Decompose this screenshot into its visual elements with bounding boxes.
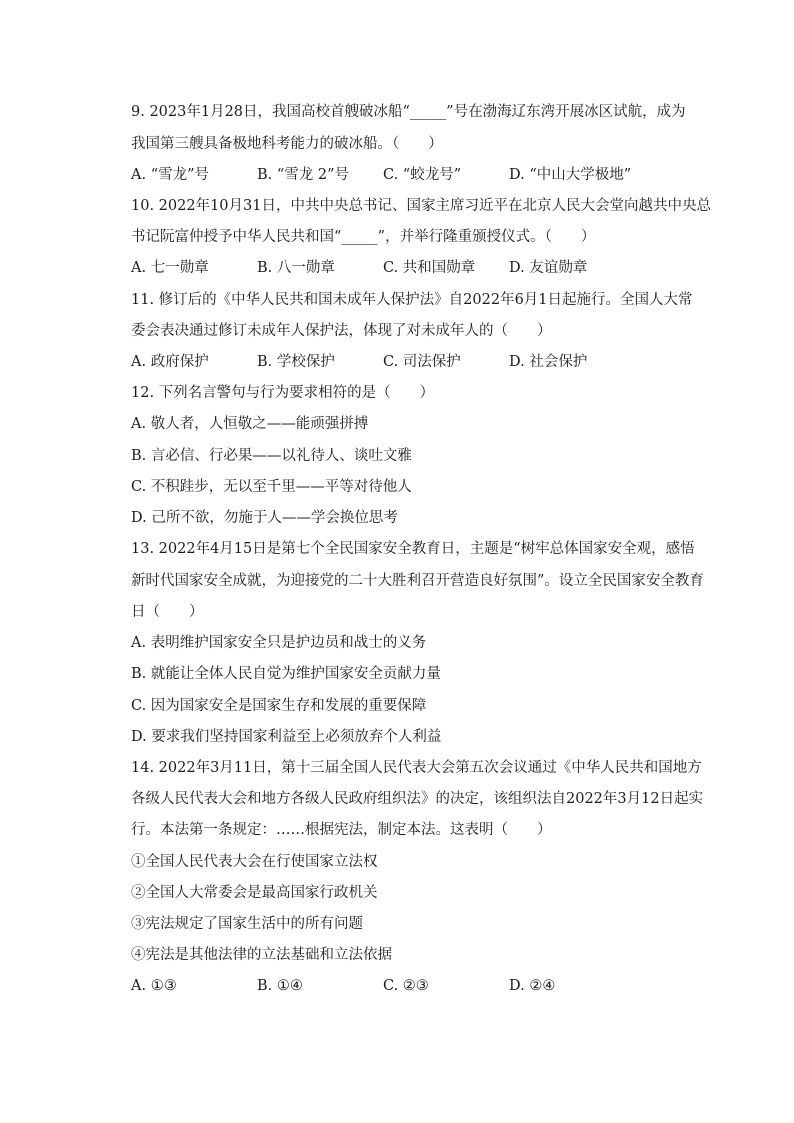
question-12-option-b: B. 言必信、行必果——以礼待人、谈吐文雅 (131, 448, 412, 464)
question-9-line-1: 9. 2023年1月28日，我国高校首艘破冰船“_____”号在渤海辽东湾开展冰区试航，成为 (131, 104, 686, 120)
question-14-statement-1: ①全国人民代表大会在行使国家立法权 (131, 854, 378, 870)
question-10-line-2: 书记阮富仲授予中华人民共和国“_____”，并举行隆重颁授仪式。（ ） (131, 229, 596, 245)
question-14-line-2: 各级人民代表大会和地方各级人民政府组织法》的决定，该组织法自2022年3月12日起实 (131, 791, 704, 807)
question-12-option-d: D. 己所不欲，勿施于人——学会换位思考 (131, 510, 398, 526)
question-10-options (131, 258, 731, 278)
question-13-option-c: C. 因为国家安全是国家生存和发展的重要保障 (131, 698, 427, 714)
question-11-option-a: A. 政府保护 (131, 354, 209, 370)
question-11-option-b: B. 学校保护 (257, 354, 335, 370)
question-9-option-a: A. “雪龙”号 (131, 167, 210, 183)
question-11-options (131, 352, 731, 372)
question-9-option-d: D. “中山大学极地” (509, 167, 632, 183)
question-14-option-a: A. ①③ (131, 978, 177, 994)
question-13-line-1: 13. 2022年4月15日是第七个全民国家安全教育日，主题是“树牢总体国家安全观，感悟 (131, 541, 695, 557)
question-12-stem: 12. 下列名言警句与行为要求相符的是（ ） (131, 385, 435, 401)
question-12-option-c: C. 不积跬步，无以至千里——平等对待他人 (131, 479, 412, 495)
question-11-line-1: 11. 修订后的《中华人民共和国未成年人保护法》自2022年6月1日起施行。全国人大常 (131, 292, 693, 308)
question-13-option-d: D. 要求我们坚持国家利益至上必须放弃个人利益 (131, 729, 442, 745)
question-13-line-2: 新时代国家安全成就，为迎接党的二十大胜利召开营造良好氛围”。设立全民国家安全教育 (131, 573, 704, 589)
question-13-line-3: 日（ ） (131, 604, 204, 620)
question-9-line-2: 我国第三艘具备极地科考能力的破冰船。（ ） (131, 136, 443, 152)
question-10-line-1: 10. 2022年10月31日，中共中央总书记、国家主席习近平在北京人民大会堂向越共中央总 (131, 198, 711, 214)
question-14-statement-4: ④宪法是其他法律的立法基础和立法依据 (131, 947, 392, 963)
question-13-option-a: A. 表明维护国家安全只是护边员和战士的义务 (131, 635, 427, 651)
question-10-option-a: A. 七一勋章 (131, 260, 209, 276)
question-14-statement-2: ②全国人大常委会是最高国家行政机关 (131, 885, 378, 901)
question-14-option-d: D. ②④ (509, 978, 556, 994)
question-10-option-c: C. 共和国勋章 (383, 260, 476, 276)
question-10-option-d: D. 友谊勋章 (509, 260, 588, 276)
question-9-option-b: B. “雪龙 2”号 (257, 167, 350, 183)
question-14-line-3: 行。本法第一条规定：……根据宪法，制定本法。这表明（ ） (131, 822, 552, 838)
question-14-option-b: B. ①④ (257, 978, 303, 994)
question-12-option-a: A. 敬人者，人恒敬之——能顽强拼搏 (131, 416, 369, 432)
question-11-option-c: C. 司法保护 (383, 354, 461, 370)
question-10-option-b: B. 八一勋章 (257, 260, 335, 276)
question-9-option-c: C. “蛟龙号” (383, 167, 462, 183)
question-14-statement-3: ③宪法规定了国家生活中的所有问题 (131, 916, 363, 932)
question-11-option-d: D. 社会保护 (509, 354, 588, 370)
question-14-line-1: 14. 2022年3月11日，第十三届全国人民代表大会第五次会议通过《中华人民共和国地方 (131, 760, 702, 776)
question-14-options (131, 976, 731, 996)
question-11-line-2: 委会表决通过修订未成年人保护法，体现了对未成年人的（ ） (131, 323, 552, 339)
question-9-options (131, 165, 731, 185)
question-13-option-b: B. 就能让全体人民自觉为维护国家安全贡献力量 (131, 666, 441, 682)
question-14-option-c: C. ②③ (383, 978, 429, 994)
